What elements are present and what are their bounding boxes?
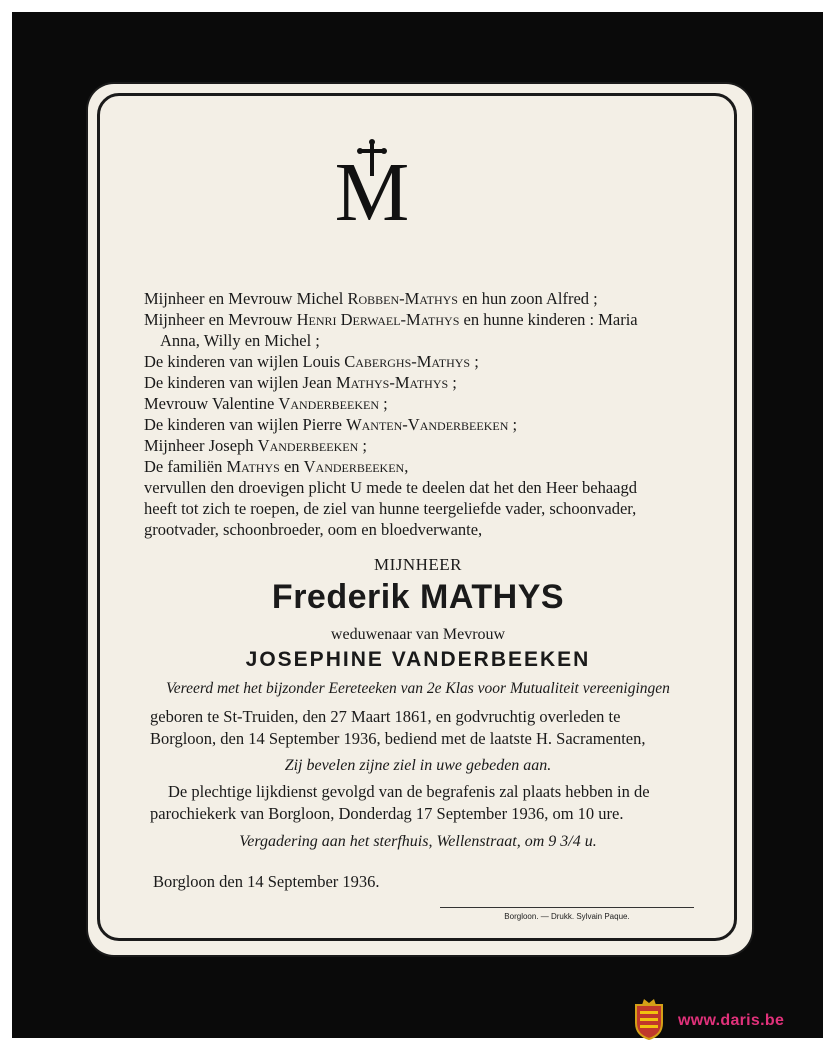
family-line <box>144 372 638 393</box>
family-line-suffix: en <box>279 457 304 476</box>
family-line-text: Mijnheer Joseph <box>144 436 258 455</box>
family-list <box>144 288 638 540</box>
family-line <box>144 435 638 456</box>
family-line-suffix: ; <box>358 436 367 455</box>
family-line <box>144 414 638 435</box>
family-line-text: De familiën <box>144 457 227 476</box>
family-line-text: Anna, Willy en Michel ; <box>160 331 320 350</box>
family-line-text: heeft tot zich te roepen, de ziel van hunne teergeliefde vader, schoonvader, <box>144 499 637 518</box>
family-line <box>144 456 638 477</box>
family-line <box>144 288 638 309</box>
monogram: M <box>334 146 410 239</box>
family-surname: Wanten-Vanderbeeken <box>346 415 509 434</box>
family-line <box>144 519 638 540</box>
funeral-text <box>150 781 650 825</box>
death-line: Borgloon, den 14 September 1936, bediend met de laatste H. Sacramenten, <box>150 729 646 748</box>
family-line-text: Mijnheer en Mevrouw <box>144 310 297 329</box>
family-line-suffix: ; <box>508 415 518 434</box>
printer-credit: Borgloon. — Drukk. Sylvain Paque. <box>504 912 630 921</box>
family-line-suffix: en hun zoon Alfred ; <box>457 289 598 308</box>
family-line <box>144 330 638 351</box>
family-line <box>144 309 638 330</box>
family-line-text: De kinderen van wijlen Jean <box>144 373 336 392</box>
family-surname: Henri Derwael-Mathys <box>296 310 460 329</box>
family-line <box>144 498 638 519</box>
birth-death-text <box>150 706 645 750</box>
family-surname: Robben-Mathys <box>347 289 458 308</box>
family-surname: Mathys-Mathys <box>335 373 449 392</box>
place-date: Borgloon den 14 September 1936. <box>153 872 380 891</box>
wife-name: JOSEPHINE VANDERBEEKEN <box>245 648 591 671</box>
family-line <box>144 393 638 414</box>
family-surname: Vanderbeeken <box>257 436 359 455</box>
family-surname: Caberghs-Mathys <box>344 352 471 371</box>
family-line-suffix: ; <box>379 394 388 413</box>
funeral-line-1: De plechtige lijkdienst gevolgd van de begrafenis zal plaats hebben in de <box>168 782 650 801</box>
family-line <box>144 477 638 498</box>
family-surname: Vanderbeeken, <box>303 457 409 476</box>
birth-line: geboren te St-Truiden, den 27 Maart 1861, en godvruchtig overleden te <box>150 707 621 726</box>
family-line-text: De kinderen van wijlen Pierre <box>144 415 347 434</box>
family-surname: Mathys <box>226 457 280 476</box>
honor-line: Vereerd met het bijzonder Eereteeken van 2e Klas voor Mutualiteit vereenigingen <box>166 680 670 697</box>
family-line-text: grootvader, schoonbroeder, oom en bloedverwante, <box>144 520 483 539</box>
honorific: MIJNHEER <box>373 555 463 574</box>
watermark-link[interactable]: www.daris.be <box>678 1012 785 1029</box>
meeting-line: Vergadering aan het sterfhuis, Wellenstraat, om 9 3/4 u. <box>239 833 597 850</box>
family-line-suffix: ; <box>470 352 479 371</box>
family-line <box>144 351 638 372</box>
family-line-text: Mevrouw Valentine <box>144 394 279 413</box>
family-line-text: vervullen den droevigen plicht U mede te deelen dat het den Heer behaagd <box>144 478 637 497</box>
family-line-suffix: en hunne kinderen : Maria <box>459 310 638 329</box>
family-surname: Vanderbeeken <box>278 394 379 413</box>
family-line-text: Mijnheer en Mevrouw Michel <box>144 289 348 308</box>
family-line-text: De kinderen van wijlen Louis <box>144 352 345 371</box>
funeral-line-2: parochiekerk van Borgloon, Donderdag 17 September 1936, om 10 ure. <box>150 804 624 823</box>
prayer-line: Zij bevelen zijne ziel in uwe gebeden aan. <box>284 757 552 774</box>
deceased-name: Frederik MATHYS <box>271 578 565 616</box>
widower-of: weduwenaar van Mevrouw <box>330 626 506 643</box>
crest-icon <box>632 997 666 1041</box>
divider <box>440 907 694 908</box>
family-line-suffix: ; <box>448 373 457 392</box>
